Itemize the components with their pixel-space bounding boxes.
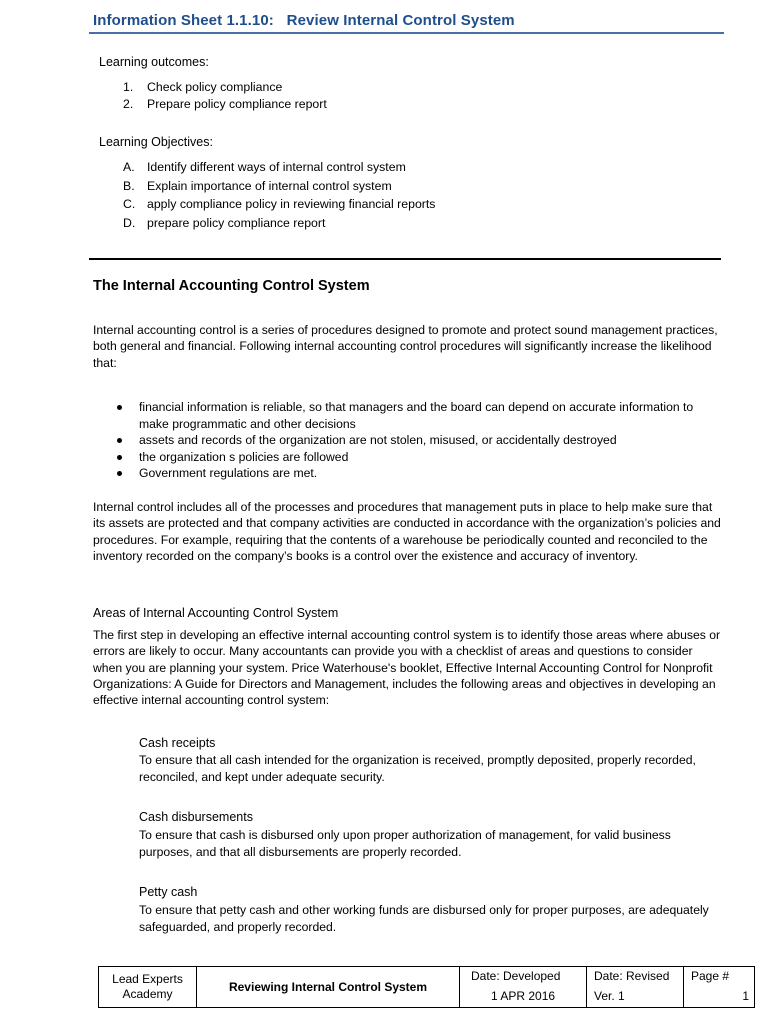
footer-page-label: Page # bbox=[691, 969, 730, 983]
footer-date-developed-label: Date: Developed bbox=[471, 969, 561, 983]
list-text: Check policy compliance bbox=[147, 80, 283, 94]
area-title-cash-disbursements: Cash disbursements bbox=[139, 810, 253, 824]
learning-outcomes-heading: Learning outcomes: bbox=[99, 55, 209, 69]
footer-page-number: 1 bbox=[742, 989, 749, 1003]
footer-table bbox=[98, 966, 755, 1008]
areas-intro-paragraph: The first step in developing an effective internal accounting control system is to identify those areas where abuses or errors are likely to occur. Many accountants can provide you with a checklist of areas and questions to consider when you are planning your system. Price Waterhouse's booklet, Effective Internal Accounting Control for Nonprofit Organizations: A Guide for Directors and Management, includes the following areas and objectives in developing an effective internal accounting control system: bbox=[93, 628, 721, 708]
areas-heading: Areas of Internal Accounting Control System bbox=[93, 606, 339, 620]
list-number: 2. bbox=[123, 97, 134, 111]
footer-org-cell bbox=[99, 967, 197, 1008]
bullet-list bbox=[116, 399, 716, 482]
footer-org-line1: Lead Experts bbox=[112, 972, 183, 986]
control-paragraph: Internal control includes all of the processes and procedures that management puts in place to help make sure that its assets are protected and that company activities are conducted in accordance with the organization’s policies and procedures. For example, requiring that the contents of a warehouse be periodically counted and reconciled to the inventory recorded on the company’s books is a control over the existence and accuracy of inventory. bbox=[93, 500, 721, 563]
bullet-item: the organization s policies are followed bbox=[116, 449, 716, 466]
list-letter: B. bbox=[123, 179, 135, 193]
list-text: apply compliance policy in reviewing financial reports bbox=[147, 197, 436, 211]
footer-org-line2: Academy bbox=[122, 987, 173, 1001]
bullet-item: assets and records of the organization are not stolen, misused, or accidentally destroyed bbox=[116, 432, 716, 449]
footer-date-revised-label: Date: Revised bbox=[594, 969, 670, 983]
area-desc-cash-receipts: To ensure that all cash intended for the organization is received, promptly deposited, properly recorded, reconciled, and kept under adequate security. bbox=[139, 753, 696, 784]
area-title-cash-receipts: Cash receipts bbox=[139, 736, 216, 750]
footer-date-developed-value: 1 APR 2016 bbox=[491, 989, 556, 1003]
footer-module-title: Reviewing Internal Control System bbox=[197, 967, 460, 1008]
area-title-petty-cash: Petty cash bbox=[139, 885, 198, 899]
title-underline bbox=[89, 32, 724, 34]
area-desc-petty-cash: To ensure that petty cash and other working funds are disbursed only for proper purposes, are adequately safeguarded, and properly recorded. bbox=[139, 903, 709, 934]
footer-page-cell bbox=[684, 967, 755, 1008]
footer-date-revised-cell bbox=[587, 967, 684, 1008]
section-title: The Internal Accounting Control System bbox=[93, 278, 370, 294]
section-divider bbox=[89, 258, 721, 260]
footer-date-developed-cell bbox=[460, 967, 587, 1008]
sheet-title: Information Sheet 1.1.10: Review Internal Control System bbox=[93, 12, 515, 29]
bullet-item: financial information is reliable, so that managers and the board can depend on accurate information to make programmatic and other decisions bbox=[116, 399, 716, 432]
bullet-item: Government regulations are met. bbox=[116, 465, 716, 482]
list-number: 1. bbox=[123, 80, 134, 94]
intro-paragraph: Internal accounting control is a series of procedures designed to promote and protect sound management practices, both general and financial. Following internal accounting control procedures will significantly increase the likelihood that: bbox=[93, 323, 718, 370]
area-desc-cash-disbursements: To ensure that cash is disbursed only upon proper authorization of management, for valid business purposes, and that all disbursements are properly recorded. bbox=[139, 828, 671, 859]
list-text: Explain importance of internal control system bbox=[147, 179, 392, 193]
list-letter: D. bbox=[123, 216, 136, 230]
list-text: Identify different ways of internal control system bbox=[147, 160, 406, 174]
list-text: Prepare policy compliance report bbox=[147, 97, 327, 111]
list-letter: A. bbox=[123, 160, 135, 174]
learning-objectives-heading: Learning Objectives: bbox=[99, 135, 213, 149]
list-text: prepare policy compliance report bbox=[147, 216, 326, 230]
list-letter: C. bbox=[123, 197, 136, 211]
footer-date-revised-value: Ver. 1 bbox=[594, 989, 625, 1003]
